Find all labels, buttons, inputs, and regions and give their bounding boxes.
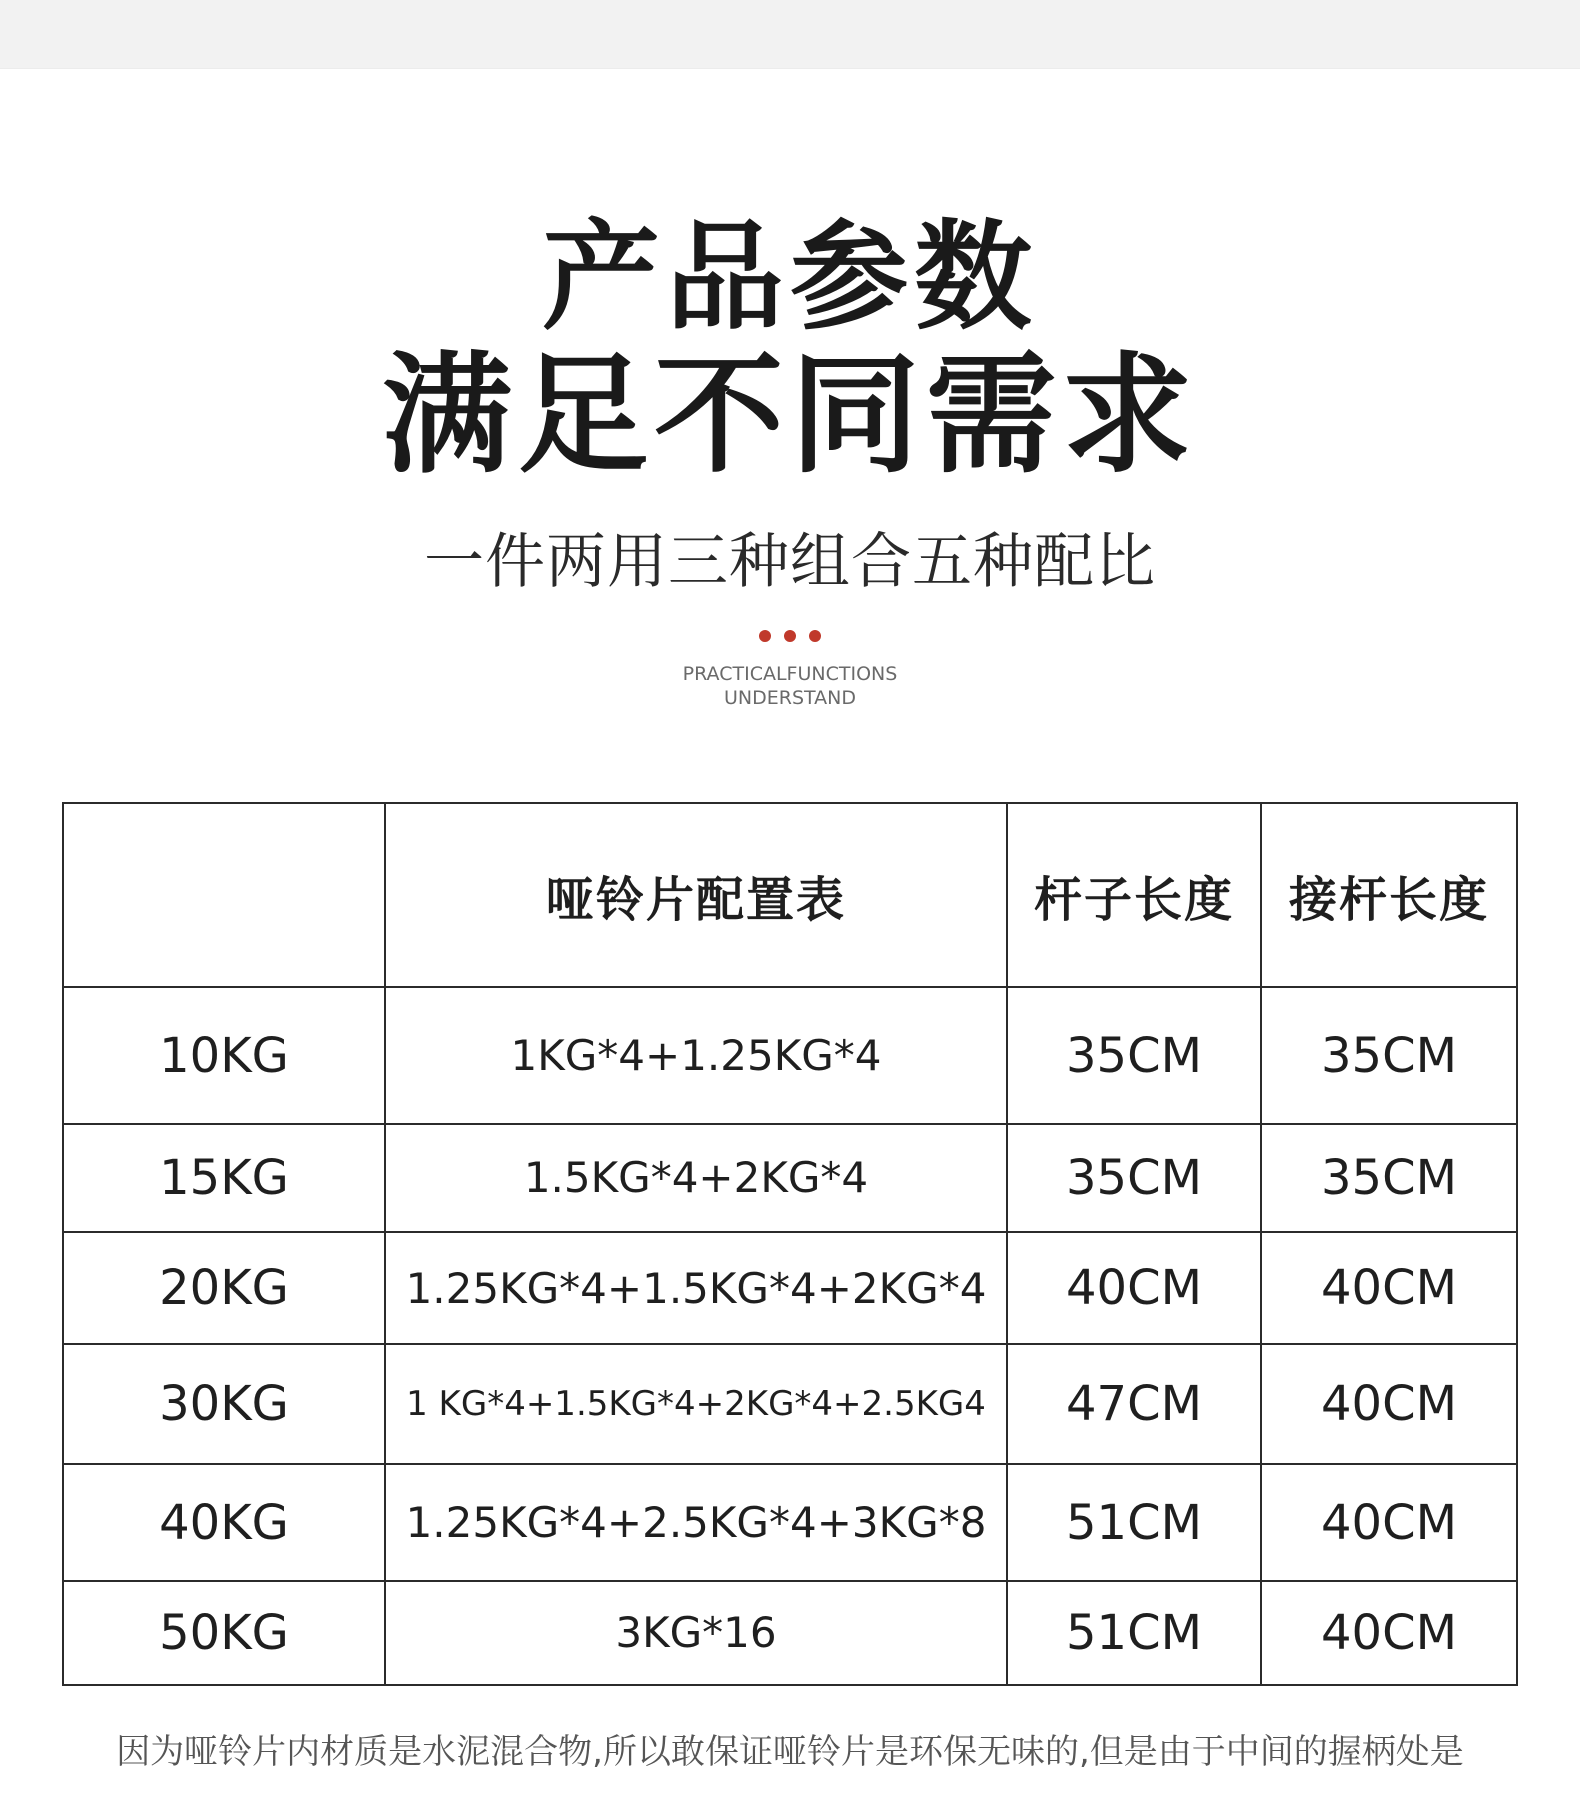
table-row (63, 1464, 1517, 1580)
config-cell: 1.25KG*4+1.5KG*4+2KG*4 (385, 1232, 1007, 1344)
table-row (63, 987, 1517, 1123)
bar-length-cell: 51CM (1007, 1581, 1261, 1685)
bar-length-cell: 35CM (1007, 1124, 1261, 1232)
config-cell: 1KG*4+1.25KG*4 (385, 987, 1007, 1123)
dot-icon (784, 630, 796, 642)
page-title-line2: 满足不同需求 (381, 339, 1198, 491)
ext-length-cell: 40CM (1261, 1344, 1517, 1464)
english-caption-line2: UNDERSTAND (724, 687, 856, 709)
bar-length-cell: 51CM (1007, 1464, 1261, 1580)
config-cell: 1 KG*4+1.5KG*4+2KG*4+2.5KG4 (385, 1344, 1007, 1464)
ext-length-cell: 40CM (1261, 1464, 1517, 1580)
weight-cell: 30KG (63, 1344, 385, 1464)
dot-icon (809, 630, 821, 642)
header-empty (63, 803, 385, 987)
config-cell: 3KG*16 (385, 1581, 1007, 1685)
weight-cell: 10KG (63, 987, 385, 1123)
ext-length-cell: 40CM (1261, 1232, 1517, 1344)
table-row (63, 1581, 1517, 1685)
dot-icon (759, 630, 771, 642)
table-header-row (63, 803, 1517, 987)
weight-cell: 40KG (63, 1464, 385, 1580)
table-row (63, 1344, 1517, 1464)
decorative-dots (0, 628, 1580, 642)
header-bar-length: 杆子长度 (1007, 803, 1261, 987)
spec-table (62, 802, 1518, 1686)
english-caption-line1: PRACTICALFUNCTIONS (682, 663, 898, 685)
table-row (63, 1232, 1517, 1344)
ext-length-cell: 35CM (1261, 1124, 1517, 1232)
config-cell: 1.5KG*4+2KG*4 (385, 1124, 1007, 1232)
weight-cell: 20KG (63, 1232, 385, 1344)
header-config: 哑铃片配置表 (385, 803, 1007, 987)
page-title: 产品参数 (541, 208, 1038, 346)
footnote-text: 因为哑铃片内材质是水泥混合物,所以敢保证哑铃片是环保无味的,但是由于中间的握柄处是 (116, 1732, 1464, 1772)
bar-length-cell: 47CM (1007, 1344, 1261, 1464)
table-row (63, 1124, 1517, 1232)
weight-cell: 50KG (63, 1581, 385, 1685)
weight-cell: 15KG (63, 1124, 385, 1232)
page-subtitle: 一件两用三种组合五种配比 (424, 527, 1156, 597)
ext-length-cell: 40CM (1261, 1581, 1517, 1685)
bar-length-cell: 40CM (1007, 1232, 1261, 1344)
bar-length-cell: 35CM (1007, 987, 1261, 1123)
header-extension-length: 接杆长度 (1261, 803, 1517, 987)
top-band (0, 0, 1580, 69)
config-cell: 1.25KG*4+2.5KG*4+3KG*8 (385, 1464, 1007, 1580)
ext-length-cell: 35CM (1261, 987, 1517, 1123)
